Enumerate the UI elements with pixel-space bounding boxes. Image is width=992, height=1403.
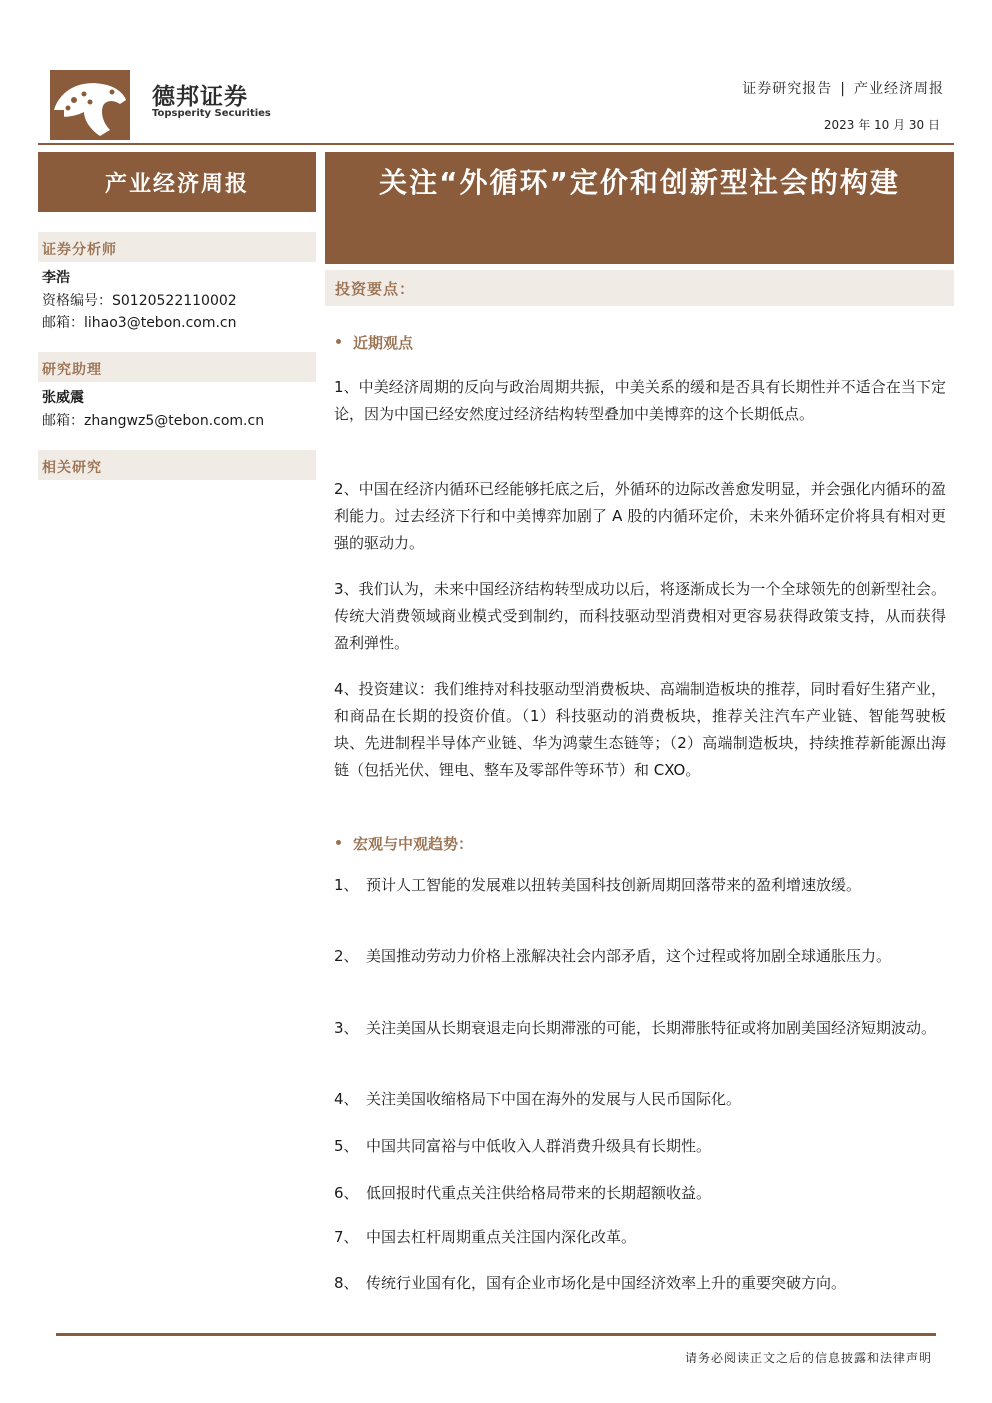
list-item-number: 6、: [334, 1184, 359, 1202]
leopard-logo-icon: [50, 70, 130, 140]
list-item: [334, 943, 946, 970]
footer-divider: [56, 1333, 936, 1336]
page-title: 关注“外循环”定价和创新型社会的构建: [325, 152, 954, 264]
assistant-section-bar: [38, 352, 316, 382]
paragraph: 4、投资建议：我们维持对科技驱动型消费板块、高端制造板块的推荐，同时看好生猪产业，和商品在长期的投资价值。（1）科技驱动的消费板块，推荐关注汽车产业链、智能驾驶板块、先进制程半导体产业链、华为鸿蒙生态链等；（2）高端制造板块，持续推荐新能源出海链（包括光伏、锂电、整车及零部件等环节）和 CXO。: [334, 680, 946, 779]
list-item-text: 预计人工智能的发展难以扭转美国科技创新周期回落带来的盈利增速放缓。: [366, 876, 862, 894]
report-type: 证券研究报告: [742, 81, 833, 97]
analyst-section-bar: [38, 232, 316, 262]
list-item-text: 低回报时代重点关注供给格局带来的长期超额收益。: [366, 1184, 712, 1202]
list-item-text: 传统行业国有化，国有企业市场化是中国经济效率上升的重要突破方向。: [366, 1274, 847, 1292]
section-heading-text: 宏观与中观趋势：: [353, 835, 474, 853]
list-item-number: 4、: [334, 1090, 359, 1108]
report-series: 产业经济周报: [854, 81, 944, 97]
section-heading-text: 近期观点: [353, 334, 414, 352]
report-date: 2023 年 10 月 30 日: [823, 118, 940, 132]
analyst-email[interactable]: 邮箱：lihao3@tebon.com.cn: [42, 315, 237, 331]
paragraph: 3、我们认为，未来中国经济结构转型成功以后，将逐渐成长为一个全球领先的创新型社会。传统大消费领域商业模式受到制约，而科技驱动型消费相对更容易获得政策支持，从而获得盈利弹性。: [334, 580, 946, 652]
list-item: [334, 872, 946, 899]
list-item: [334, 1270, 946, 1297]
investment-points-bar: [325, 270, 954, 306]
analyst-section-title: 证券分析师: [42, 242, 117, 258]
list-item-text: 关注美国收缩格局下中国在海外的发展与人民币国际化。: [366, 1090, 742, 1108]
list-item-number: 7、: [334, 1228, 359, 1246]
investment-points-label: 投资要点：: [335, 280, 416, 298]
analyst-name: 李浩: [42, 270, 70, 286]
brand-name: 德邦证券: [152, 84, 248, 110]
brand-name-en: Topsperity Securities: [152, 108, 271, 119]
header-divider: [38, 143, 954, 145]
list-item-number: 1、: [334, 876, 359, 894]
bullet-icon: [336, 840, 341, 845]
paragraph: 2、中国在经济内循环已经能够托底之后，外循环的边际改善愈发明显，并会强化内循环的盈利能力。过去经济下行和中美博弈加剧了 A 股的内循环定价，未来外循环定价将具有相对更强的驱动力。: [334, 480, 946, 552]
list-item-number: 2、: [334, 947, 359, 965]
list-item-number: 5、: [334, 1137, 359, 1155]
list-item-number: 8、: [334, 1274, 359, 1292]
separator: |: [840, 81, 846, 97]
section-heading-macro-trends: [336, 833, 473, 854]
assistant-email[interactable]: 邮箱：zhangwz5@tebon.com.cn: [42, 413, 265, 429]
related-section-title: 相关研究: [42, 460, 102, 476]
list-item-number: 3、: [334, 1019, 359, 1037]
section-heading-recent-views: [336, 332, 413, 353]
assistant-section-title: 研究助理: [42, 362, 102, 378]
list-item-text: 关注美国从长期衰退走向长期滞涨的可能，长期滞胀特征或将加剧美国经济短期波动。: [366, 1019, 937, 1037]
list-item: [334, 1224, 946, 1251]
footer-disclaimer: 请务必阅读正文之后的信息披露和法律声明: [684, 1351, 932, 1365]
list-item-text: 中国去杠杆周期重点关注国内深化改革。: [366, 1228, 637, 1246]
list-item: [334, 1133, 946, 1160]
related-section-bar: [38, 450, 316, 480]
bullet-icon: [336, 339, 341, 344]
analyst-license: 资格编号：S0120522110002: [42, 293, 237, 309]
list-item-text: 美国推动劳动力价格上涨解决社会内部矛盾，这个过程或将加剧全球通胀压力。: [366, 947, 892, 965]
paragraph: 1、中美经济周期的反向与政治周期共振，中美关系的缓和是否具有长期性并不适合在当下定论，因为中国已经安然度过经济结构转型叠加中美博弈的这个长期低点。: [334, 378, 946, 423]
list-item: [334, 1015, 946, 1042]
list-item: [334, 1086, 946, 1113]
report-type-line: [742, 78, 944, 98]
list-item-text: 中国共同富裕与中低收入人群消费升级具有长期性。: [366, 1137, 712, 1155]
sidebar-banner: 产业经济周报: [38, 152, 316, 212]
list-item: [334, 1180, 946, 1207]
assistant-name: 张威震: [42, 390, 84, 406]
